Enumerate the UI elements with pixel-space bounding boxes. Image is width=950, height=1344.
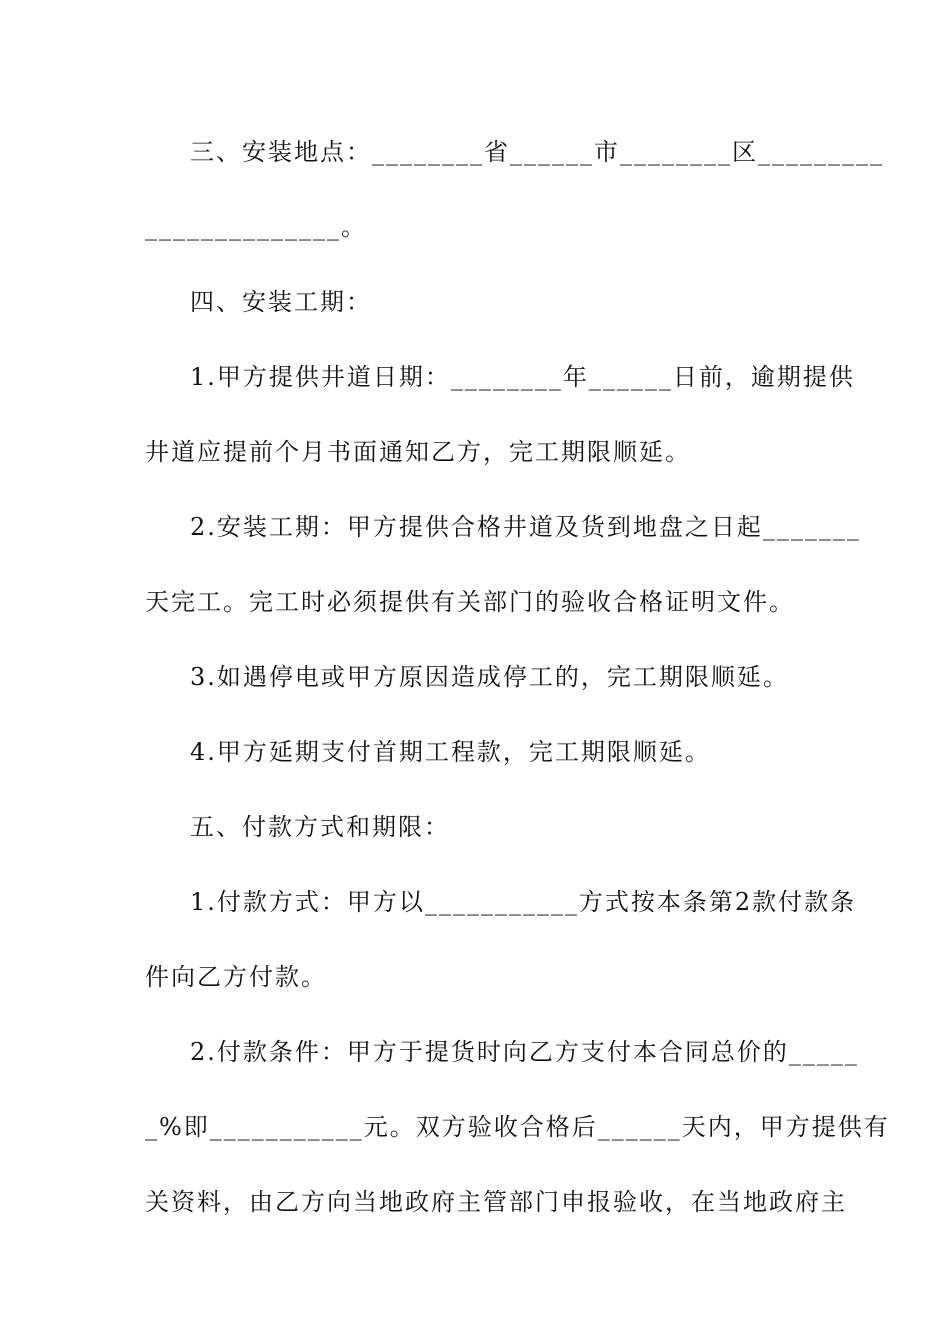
heading-payment-terms: 五、付款方式和期限： [190,813,450,841]
paragraph-payment-method: 1.付款方式：甲方以___________方式按本条第2款付款条 [190,888,857,916]
paragraph-install-duration-cont: 天完工。完工时必须提供有关部门的验收合格证明文件。 [145,588,795,616]
paragraph-payment-conditions-cont: _%即___________元。双方验收合格后______天内，甲方提供有 [145,1113,890,1141]
paragraph-install-duration: 2.安装工期：甲方提供合格井道及货到地盘之日起_______ [190,513,861,541]
paragraph-shaft-date: 1.甲方提供井道日期：________年______日前，逾期提供 [190,363,855,391]
paragraph-payment-method-cont: 件向乙方付款。 [145,963,327,991]
paragraph-install-location: 三、安装地点：________省______市________区_________ [190,138,884,166]
paragraph-payment-conditions: 2.付款条件：甲方于提货时向乙方支付本合同总价的_____ [190,1038,859,1066]
paragraph-install-location-cont: ______________。 [145,213,367,241]
paragraph-payment-delay: 4.甲方延期支付首期工程款，完工期限顺延。 [190,738,711,766]
paragraph-payment-conditions-cont2: 关资料，由乙方向当地政府主管部门申报验收，在当地政府主 [145,1188,847,1216]
paragraph-power-outage: 3.如遇停电或甲方原因造成停工的，完工期限顺延。 [190,663,789,691]
paragraph-shaft-date-cont: 井道应提前个月书面通知乙方，完工期限顺延。 [145,438,691,466]
heading-install-period: 四、安装工期： [190,288,372,316]
